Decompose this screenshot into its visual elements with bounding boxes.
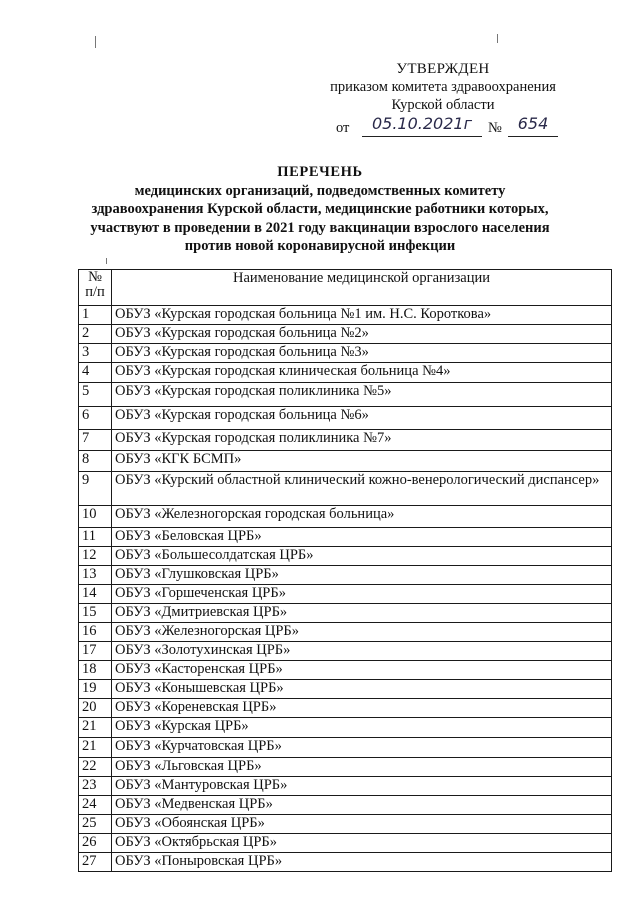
table-row xyxy=(79,363,612,383)
organization-name: ОБУЗ «Курский областной клинический кожно-венерологический диспансер» xyxy=(112,472,612,506)
organization-name: ОБУЗ «Медвенская ЦРБ» xyxy=(112,796,612,815)
table-row xyxy=(79,815,612,834)
organization-name: ОБУЗ «Курская городская клиническая больница №4» xyxy=(112,363,612,383)
title-line: здравоохранения Курской области, медицинские работники которых, xyxy=(91,201,549,218)
row-number: 21 xyxy=(79,738,112,758)
title-line: против новой коронавирусной инфекции xyxy=(184,238,456,255)
order-number-label: № xyxy=(488,120,502,136)
table-row xyxy=(79,506,612,528)
organization-name: ОБУЗ «Льговская ЦРБ» xyxy=(112,758,612,777)
header-num-pp: п/п xyxy=(85,284,105,300)
organization-name: ОБУЗ «Кореневская ЦРБ» xyxy=(112,699,612,718)
organization-name: ОБУЗ «Курчатовская ЦРБ» xyxy=(112,738,612,758)
row-number: 24 xyxy=(79,796,112,815)
table-body xyxy=(79,306,612,872)
row-number: 20 xyxy=(79,699,112,718)
organization-name: ОБУЗ «Мантуровская ЦРБ» xyxy=(112,777,612,796)
row-number: 6 xyxy=(79,407,112,430)
organization-name: ОБУЗ «Железногорская ЦРБ» xyxy=(112,623,612,642)
table-header-row xyxy=(79,270,612,306)
organization-name: ОБУЗ «Золотухинская ЦРБ» xyxy=(112,642,612,661)
organization-name: ОБУЗ «Железногорская городская больница» xyxy=(112,506,612,528)
organization-name: ОБУЗ «Касторенская ЦРБ» xyxy=(112,661,612,680)
organizations-table xyxy=(78,269,612,872)
table-row xyxy=(79,547,612,566)
table-row xyxy=(79,430,612,451)
row-number: 2 xyxy=(79,325,112,344)
organization-name: ОБУЗ «Дмитриевская ЦРБ» xyxy=(112,604,612,623)
approval-heading: УТВЕРЖДЕН xyxy=(396,61,490,77)
organization-name: ОБУЗ «Поныровская ЦРБ» xyxy=(112,853,612,872)
row-number: 9 xyxy=(79,472,112,506)
title-heading: ПЕРЕЧЕНЬ xyxy=(277,164,363,180)
approval-stamp xyxy=(318,60,568,139)
header-num-cell xyxy=(79,270,112,306)
organization-name: ОБУЗ «Курская городская поликлиника №5» xyxy=(112,383,612,407)
organization-name: ОБУЗ «Беловская ЦРБ» xyxy=(112,528,612,547)
organization-name: ОБУЗ «Конышевская ЦРБ» xyxy=(112,680,612,699)
row-number: 5 xyxy=(79,383,112,407)
row-number: 11 xyxy=(79,528,112,547)
row-number: 15 xyxy=(79,604,112,623)
title-line: медицинских организаций, подведомственных комитету xyxy=(134,182,506,199)
row-number: 19 xyxy=(79,680,112,699)
row-number: 23 xyxy=(79,777,112,796)
row-number: 10 xyxy=(79,506,112,528)
header-num-symbol: № xyxy=(88,269,102,285)
order-from-label: от xyxy=(336,120,350,136)
table-row xyxy=(79,853,612,872)
row-number: 26 xyxy=(79,834,112,853)
organization-name: ОБУЗ «Курская городская поликлиника №7» xyxy=(112,430,612,451)
approval-line-2: Курской области xyxy=(391,97,495,113)
table-row xyxy=(79,306,612,325)
approval-line-1: приказом комитета здравоохранения xyxy=(330,79,556,95)
table-row xyxy=(79,451,612,472)
header-name-cell: Наименование медицинской организации xyxy=(112,270,612,306)
table-row xyxy=(79,680,612,699)
table-row xyxy=(79,325,612,344)
table-row xyxy=(79,642,612,661)
row-number: 16 xyxy=(79,623,112,642)
table-row xyxy=(79,738,612,758)
row-number: 25 xyxy=(79,815,112,834)
table-row xyxy=(79,623,612,642)
row-number: 8 xyxy=(79,451,112,472)
organization-name: ОБУЗ «Курская городская больница №3» xyxy=(112,344,612,363)
organization-name: ОБУЗ «Глушковская ЦРБ» xyxy=(112,566,612,585)
organization-name: ОБУЗ «КГК БСМП» xyxy=(112,451,612,472)
organization-name: ОБУЗ «Обоянская ЦРБ» xyxy=(112,815,612,834)
table-row xyxy=(79,699,612,718)
table-row xyxy=(79,777,612,796)
table-row xyxy=(79,528,612,547)
organization-name: ОБУЗ «Октябрьская ЦРБ» xyxy=(112,834,612,853)
table-row xyxy=(79,407,612,430)
row-number: 7 xyxy=(79,430,112,451)
row-number: 21 xyxy=(79,718,112,738)
table-row xyxy=(79,383,612,407)
row-number: 18 xyxy=(79,661,112,680)
row-number: 4 xyxy=(79,363,112,383)
order-number: 654 xyxy=(508,115,558,137)
document-title xyxy=(60,163,580,256)
organization-name: ОБУЗ «Курская городская больница №2» xyxy=(112,325,612,344)
scan-artifact xyxy=(95,36,96,48)
row-number: 27 xyxy=(79,853,112,872)
table-row xyxy=(79,796,612,815)
organization-name: ОБУЗ «Курская ЦРБ» xyxy=(112,718,612,738)
table-row xyxy=(79,585,612,604)
order-date: 05.10.2021г xyxy=(362,115,482,137)
organization-name: ОБУЗ «Горшеченская ЦРБ» xyxy=(112,585,612,604)
scan-artifact xyxy=(106,258,107,264)
row-number: 12 xyxy=(79,547,112,566)
table-row xyxy=(79,472,612,506)
row-number: 3 xyxy=(79,344,112,363)
table-row xyxy=(79,718,612,738)
row-number: 13 xyxy=(79,566,112,585)
organization-name: ОБУЗ «Курская городская больница №1 им. Н.С. Короткова» xyxy=(112,306,612,325)
table-row xyxy=(79,661,612,680)
table-row xyxy=(79,344,612,363)
row-number: 1 xyxy=(79,306,112,325)
order-line xyxy=(318,115,568,139)
row-number: 17 xyxy=(79,642,112,661)
row-number: 22 xyxy=(79,758,112,777)
organization-name: ОБУЗ «Большесолдатская ЦРБ» xyxy=(112,547,612,566)
table-row xyxy=(79,566,612,585)
organization-name: ОБУЗ «Курская городская больница №6» xyxy=(112,407,612,430)
scan-artifact xyxy=(497,34,498,43)
row-number: 14 xyxy=(79,585,112,604)
table-row xyxy=(79,834,612,853)
table-row xyxy=(79,758,612,777)
title-line: участвуют в проведении в 2021 году вакцинации взрослого населения xyxy=(90,219,550,236)
table-row xyxy=(79,604,612,623)
